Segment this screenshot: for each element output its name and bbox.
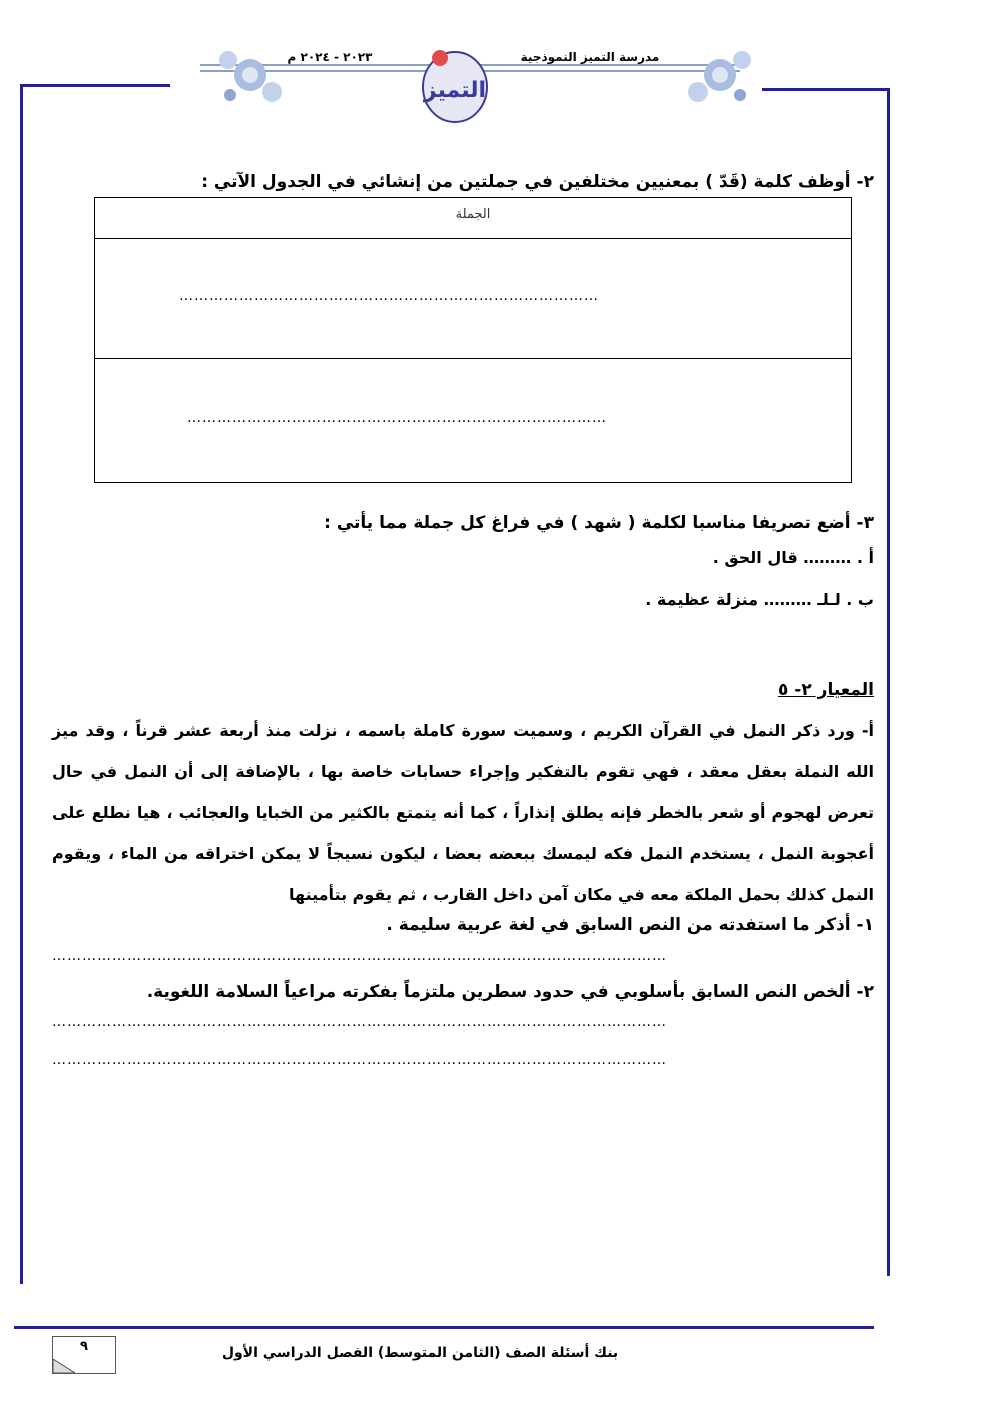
reading-passage: أ- ورد ذكر النمل في القرآن الكريم ، وسميت سورة كاملة باسمه ، نزلت منذ أربعة عشر قرناً ، وقد ميز الله النملة بعقل معقد ، فهي تقوم بالتفكير وإجراء حسابات خاصة بها ، بالإضافة إلى أن النمل في حال تعرض لهجوم أو شعر بالخطر فإنه يطلق إنذاراً ، كما أنه يتمتع بالكثير من الخبايا والعجائب ، هيا نطلع على أعجوبة النمل ، يستخدم النمل فكه ليمسك ببعضه بعضا ، ليكون نسيجاً لا يمكن اختراقه من الماء ، ويقوم النمل كذلك بحمل الملكة معه في مكان آمن داخل القارب ، ثم يقوم بتأمينها (52, 721, 874, 904)
standard-heading: المعيار ٢- ٥ (778, 680, 874, 700)
page-number-box (52, 1336, 116, 1374)
passage-answer-line-2[interactable]: …………………………………………………………………………………………………………… (52, 1014, 667, 1030)
table-row-divider (95, 358, 851, 359)
school-logo-icon (420, 42, 490, 124)
sentence-table (94, 197, 852, 483)
answer-line-1[interactable]: ………………………………………………………………………… (179, 288, 599, 304)
passage-answer-line-3[interactable]: …………………………………………………………………………………………………………… (52, 1052, 667, 1068)
passage-question-1: ١- أذكر ما استفدته من النص السابق في لغة عربية سليمة . (386, 915, 874, 935)
passage-question-2: ٢- ألخص النص السابق بأسلوبي في حدود سطرين ملتزماً بفكرته مراعياً السلامة اللغوية. (146, 982, 874, 1002)
page-frame-top-left (20, 84, 170, 87)
page-frame-top-right (762, 88, 890, 91)
q3-item-a: أ . ……… قال الحق . (712, 548, 874, 567)
footer-rule (14, 1326, 874, 1329)
footer-title: بنك أسئلة الصف (الثامن المتوسط) الفصل الدراسي الأول (221, 1345, 619, 1361)
logo-text: التميز (423, 78, 487, 103)
page-frame-right (887, 88, 890, 1276)
page-curl-icon (53, 1359, 75, 1373)
school-name: مدرسة التميز النموذجية (520, 50, 660, 64)
q3-item-b: ب . لـلـ ……… منزلة عظيمة . (645, 590, 874, 609)
page-frame-left (20, 84, 23, 1284)
q3-title: ٣- أضع تصريفا مناسبا لكلمة ( شهد ) في فراغ كل جملة مما يأتي : (324, 513, 874, 533)
table-header-sentence: الجملة (95, 198, 851, 239)
page-header (180, 40, 760, 130)
page-number: ٩ (80, 1339, 88, 1354)
academic-year: ٢٠٢٣ - ٢٠٢٤ م (287, 50, 373, 64)
passage-answer-line-1[interactable]: …………………………………………………………………………………………………………… (52, 948, 667, 964)
answer-line-2[interactable]: ………………………………………………………………………… (187, 410, 607, 426)
q2-title: ٢- أوظف كلمة (قَدّ ) بمعنيين مختلفين في جملتين من إنشائي في الجدول الآتي : (201, 172, 874, 192)
flower-ornament-right-icon (680, 40, 760, 110)
